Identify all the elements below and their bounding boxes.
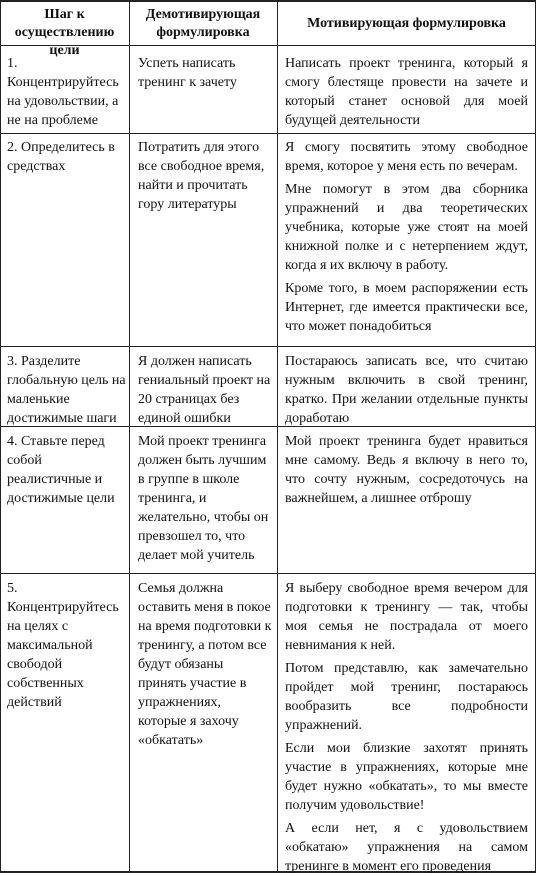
row-4-motivating xyxy=(285,432,528,508)
row-5-step: 5. Концентрируйтесь на целях с максимальной свободой собственных действий xyxy=(7,581,119,710)
row-5-demotivating: Семья должна оставить меня в покое на время подготовки к тренингу, а потом все будут обязаны принять участие в упражнениях, которые я захочу «обкатать» xyxy=(138,581,272,748)
row-1-motivating-paragraph: Написать проект тренинга, который я смогу блестяще провести на зачете и который станет основой для моей будущей деятельности xyxy=(285,56,528,128)
row-1-motivating xyxy=(285,54,528,130)
row-1-step: 1. Концентрируйтесь на удовольствии, а не на проблеме xyxy=(7,56,119,128)
row-2-motivating-paragraph: Мне помогут в этом два сборника упражнений и два теоретических учебника, которые уже стоят на моей книжной полке и с нетерпением ждут, когда я их включу в работу. xyxy=(285,182,528,273)
row-2-demotivating: Потратить для этого все свободное время, найти и прочитать гору литературы xyxy=(138,140,265,212)
row-2-step: 2. Определитесь в средствах xyxy=(7,140,115,174)
row-5-motivating-paragraph: А если нет, я с удовольствием «обкатаю» упражнения на самом тренинге в момент его проведения xyxy=(285,821,528,874)
row-4-demotivating: Мой проект тренинга должен быть лучшим в группе в школе тренинга, и желательно, чтобы он превзошел то, что делает мой учитель xyxy=(138,434,269,563)
row-1-demotivating: Успеть написать тренинг к зачету xyxy=(138,56,237,90)
row-3-demotivating: Я должен написать гениальный проект на 20 страницах без единой ошибки xyxy=(138,354,271,426)
row-4-motivating-paragraph: Мой проект тренинга будет нравиться мне самому. Ведь я включу в него то, что сочту нужным, сосредоточусь на важнейшем, а лишнее отброшу xyxy=(285,434,528,506)
table-border-top xyxy=(0,0,536,2)
row-3-motivating-paragraph: Постараюсь записать все, что считаю нужным включить в свой тренинг, кратко. При желании отдельные пункты доработаю xyxy=(285,354,528,426)
row-2-motivating xyxy=(285,138,528,336)
row-5-motivating-paragraph: Если мои близкие захотят принять участие в упражнениях, которые мне будет нужно «обкатать», то мы вместе получим удовольствие! xyxy=(285,741,528,813)
row-2-motivating-paragraph: Кроме того, в моем распоряжении есть Интернет, где имеется практически все, что может понадобиться xyxy=(285,281,528,334)
header-demotivating: Демотивирующая формулировка xyxy=(145,7,261,40)
row-divider-1 xyxy=(0,133,536,134)
row-5-motivating-paragraph: Потом представлю, как замечательно пройдет мой тренинг, постараюсь вообразить все подробности упражнений. xyxy=(285,661,528,733)
column-divider-1 xyxy=(129,0,130,873)
row-5-motivating-paragraph: Я выберу свободное время вечером для подготовки к тренингу — так, чтобы моя семья не пострадала от моего невнимания к ней. xyxy=(285,581,528,653)
row-divider-2 xyxy=(0,346,536,347)
row-5-motivating xyxy=(285,579,528,876)
row-3-step: 3. Разделите глобальную цель на маленькие достижимые шаги xyxy=(7,354,126,426)
row-3-motivating xyxy=(285,352,528,428)
row-divider-4 xyxy=(0,573,536,574)
column-divider-2 xyxy=(277,0,278,873)
table-border-left xyxy=(0,0,1,873)
header-motivating: Мотивирующая формулировка xyxy=(307,16,506,31)
row-4-step: 4. Ставьте перед собой реалистичные и достижимые цели xyxy=(7,434,115,506)
header-step: Шаг к осуществлению цели xyxy=(14,7,115,58)
row-2-motivating-paragraph: Я смогу посвятить этому свободное время, которое у меня есть по вечерам. xyxy=(285,140,528,174)
